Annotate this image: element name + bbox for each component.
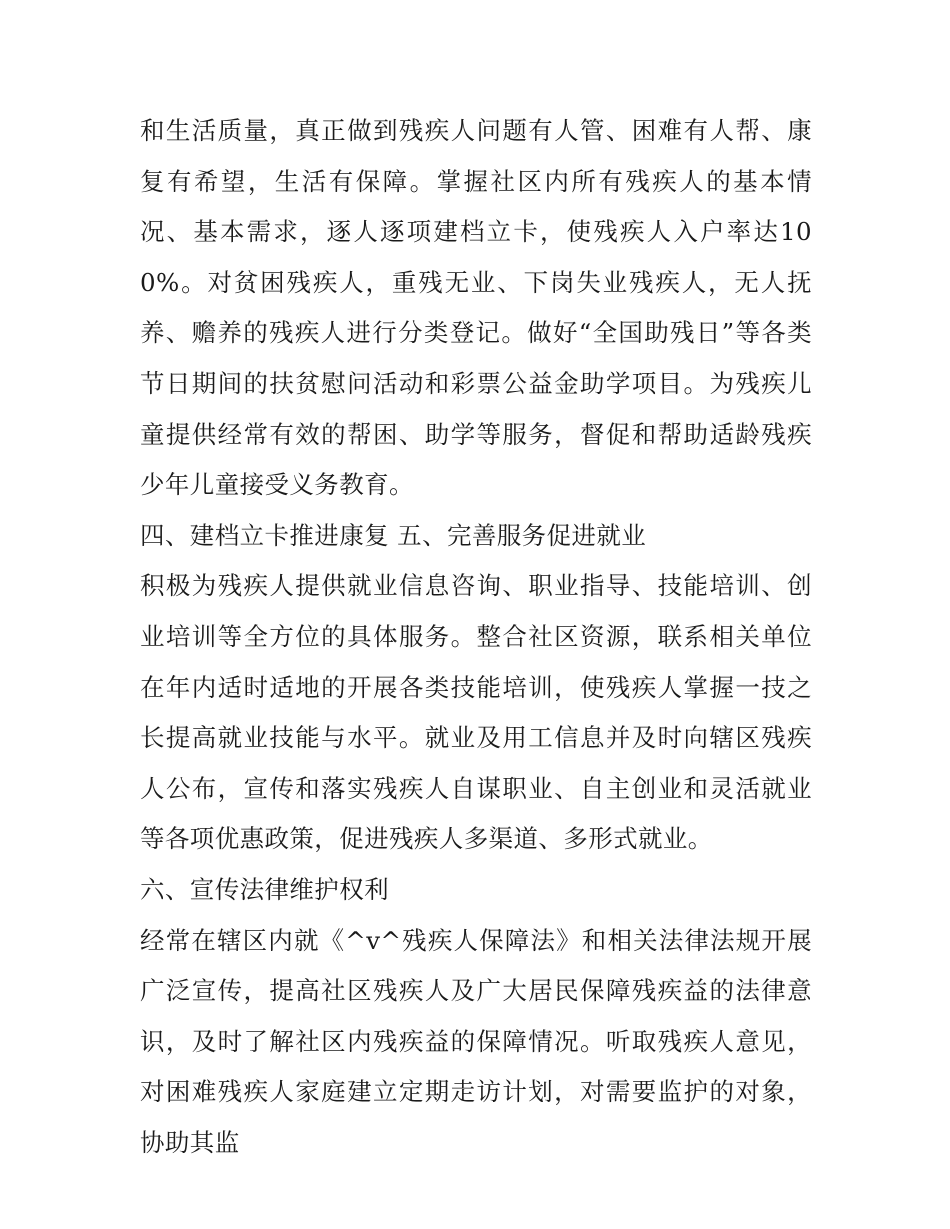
document-body (140, 106, 812, 1168)
section-heading-legal-rights: 六、宣传法律维护权利 (140, 874, 389, 904)
paragraph-legal-publicity: 经常在辖区内就《^v^残疾人保障法》和相关法律法规开展广泛宣传，提高社区残疾人及广大居民保障残疾益的法律意识，及时了解社区内残疾益的保障情况。听取残疾人意见，对困难残疾人家庭建立定期走访计划，对需要监护的对象，协助其监 (140, 925, 812, 1157)
section-heading-rehab-employment: 四、建档立卡推进康复 五、完善服务促进就业 (140, 520, 647, 550)
paragraph-support-registration: 和生活质量，真正做到残疾人问题有人管、困难有人帮、康复有希望，生活有保障。掌握社区内所有残疾人的基本情况、基本需求，逐人逐项建档立卡，使残疾人入户率达100%。对贫困残疾人，重残无业、下岗失业残疾人，无人抚养、赡养的残疾人进行分类登记。做好“全国助残日”等各类节日期间的扶贫慰问活动和彩票公益金助学项目。为残疾儿童提供经常有效的帮困、助学等服务，督促和帮助适龄残疾少年儿童接受义务教育。 (140, 116, 812, 500)
paragraph-employment-services: 积极为残疾人提供就业信息咨询、职业指导、技能培训、创业培训等全方位的具体服务。整合社区资源，联系相关单位在年内适时适地的开展各类技能培训，使残疾人掌握一技之长提高就业技能与水平。就业及用工信息并及时向辖区残疾人公布，宣传和落实残疾人自谋职业、自主创业和灵活就业等各项优惠政策，促进残疾人多渠道、多形式就业。 (140, 571, 812, 854)
